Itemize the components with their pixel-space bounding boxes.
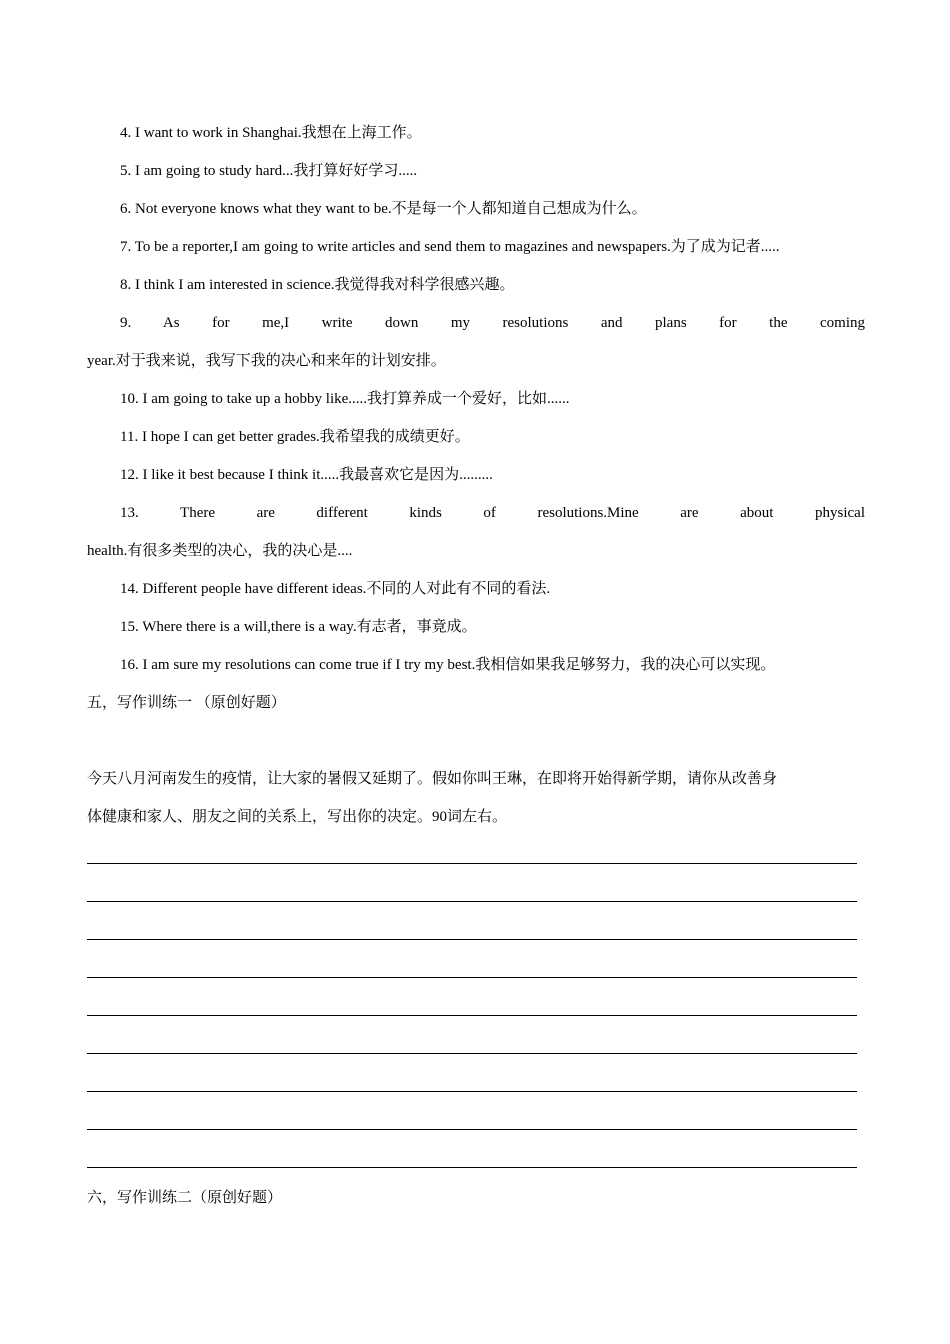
- sentence-10: 10. I am going to take up a hobby like.....我打算养成一个爱好，比如......: [120, 391, 570, 407]
- sentence-7: 7. To be a reporter,I am going to write articles and send them to magazines and newspapers.为了成为记者.....: [120, 239, 780, 255]
- section-5-prompt-line2: 体健康和家人、朋友之间的关系上，写出你的决定。90词左右。: [87, 809, 508, 825]
- section-5-heading: 五，写作训练一 （原创好题）: [87, 695, 286, 711]
- sentence-9-line2: year.对于我来说，我写下我的决心和来年的计划安排。: [87, 353, 446, 369]
- writing-line[interactable]: [87, 1053, 857, 1054]
- writing-line[interactable]: [87, 1015, 857, 1016]
- writing-line[interactable]: [87, 1167, 857, 1168]
- writing-line[interactable]: [87, 1129, 857, 1130]
- writing-line[interactable]: [87, 977, 857, 978]
- sentence-11: 11. I hope I can get better grades.我希望我的成绩更好。: [120, 429, 470, 445]
- sentence-12: 12. I like it best because I think it.....我最喜欢它是因为.........: [120, 467, 493, 483]
- sentence-4: 4. I want to work in Shanghai.我想在上海工作。: [120, 125, 422, 141]
- sentence-14: 14. Different people have different ideas.不同的人对此有不同的看法.: [120, 581, 551, 597]
- sentence-15: 15. Where there is a will,there is a way.有志者，事竟成。: [120, 619, 477, 635]
- writing-line[interactable]: [87, 901, 857, 902]
- writing-line[interactable]: [87, 863, 857, 864]
- sentence-5: 5. I am going to study hard...我打算好好学习.....: [120, 163, 418, 179]
- writing-line[interactable]: [87, 1091, 857, 1092]
- sentence-8: 8. I think I am interested in science.我觉得我对科学很感兴趣。: [120, 277, 515, 293]
- sentence-16: 16. I am sure my resolutions can come true if I try my best.我相信如果我足够努力，我的决心可以实现。: [120, 657, 776, 673]
- sentence-9-line1: 9. As for me,I write down my resolutions and plans for the coming: [120, 315, 865, 331]
- sentence-6: 6. Not everyone knows what they want to be.不是每一个人都知道自己想成为什么。: [120, 201, 647, 217]
- section-6-heading: 六，写作训练二（原创好题）: [87, 1190, 283, 1206]
- writing-line[interactable]: [87, 939, 857, 940]
- sentence-13-line2: health.有很多类型的决心，我的决心是....: [87, 543, 353, 559]
- sentence-13-line1: 13. There are different kinds of resolutions.Mine are about physical: [120, 505, 865, 521]
- section-5-prompt-line1: 今天八月河南发生的疫情，让大家的暑假又延期了。假如你叫王琳，在即将开始得新学期，请你从改善身: [87, 771, 778, 787]
